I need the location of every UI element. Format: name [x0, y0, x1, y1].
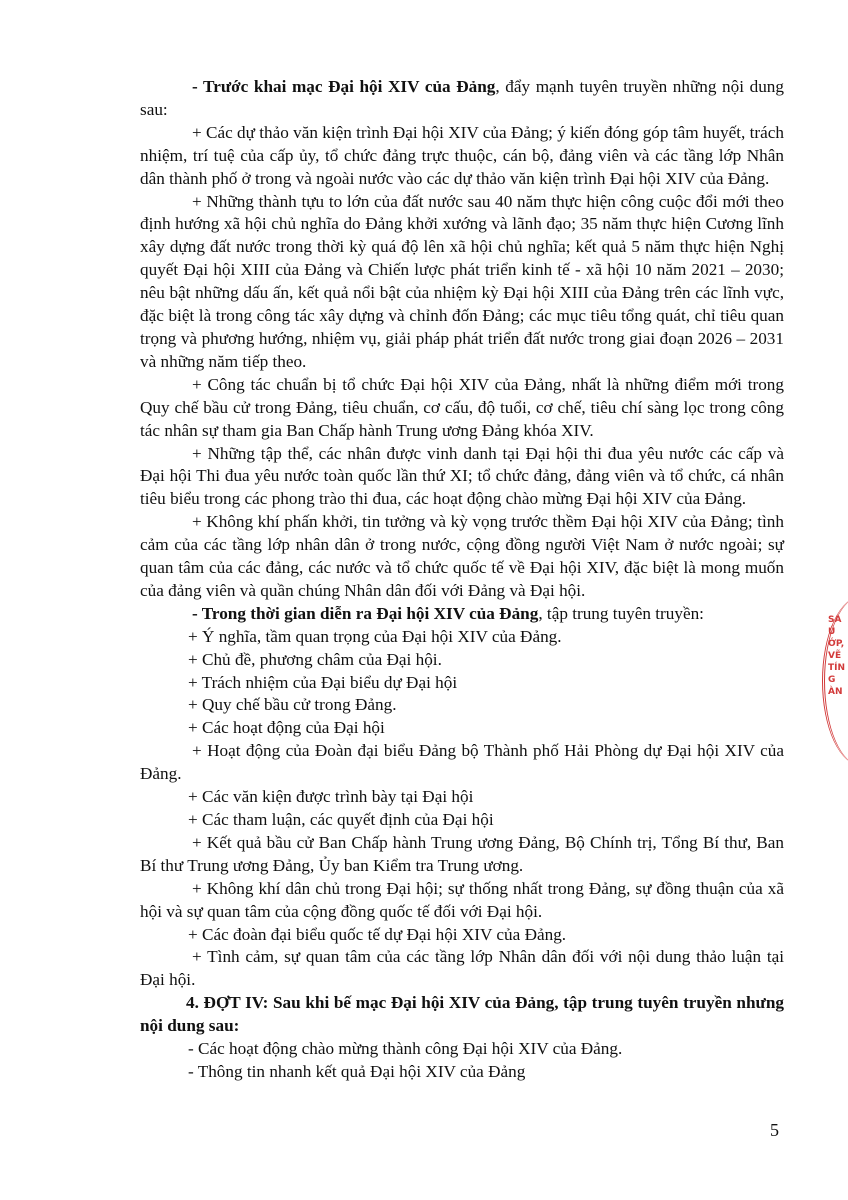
paragraph-text: + Chủ đề, phương châm của Đại hội. [188, 649, 442, 669]
bold-lead: - Trước khai mạc Đại hội XIV của Đảng [192, 77, 496, 96]
paragraph-text: - Các hoạt động chào mừng thành công Đại hội XIV của Đảng. [188, 1039, 623, 1059]
paragraph [140, 992, 784, 1038]
paragraph [140, 1038, 784, 1061]
bold-lead: - Trong thời gian diễn ra Đại hội XIV của Đảng [192, 603, 539, 623]
paragraph-text: + Tình cảm, sự quan tâm của các tầng lớp Nhân dân đối với nội dung thảo luận tại Đại hội. [140, 947, 784, 990]
paragraph-text: + Trách nhiệm của Đại biểu dự Đại hội [188, 672, 458, 692]
paragraph-text: + Hoạt động của Đoàn đại biểu Đảng bộ Thành phố Hải Phòng dự Đại hội XIV của Đảng. [140, 741, 784, 784]
paragraph [140, 694, 784, 717]
paragraph [140, 809, 784, 832]
paragraph-text: , tập trung tuyên truyền: [538, 603, 704, 623]
paragraph-text: + Các đoàn đại biểu quốc tế dự Đại hội XIV của Đảng. [188, 924, 567, 944]
document-body [140, 76, 784, 1084]
paragraph [140, 76, 784, 122]
paragraph [140, 717, 784, 740]
paragraph [140, 672, 784, 695]
paragraph-text: - Thông tin nhanh kết quả Đại hội XIV của Đảng [188, 1061, 526, 1081]
paragraph [140, 443, 784, 512]
paragraph-text: + Những thành tựu to lớn của đất nước sau 40 năm thực hiện công cuộc đổi mới theo định hướng xã hội chủ nghĩa do Đảng khởi xướng và lãnh đạo; 35 năm thực hiện Cương lĩnh xây dựng đất nước trong thời kỳ quá độ lên xã hội chủ nghĩa; kết quả 5 năm thực hiện Nghị quyết Đại hội XIII của Đảng và Chiến lược phát triển kinh tế - xã hội 10 năm 2021 – 2030; nêu bật những dấu ấn, kết quả nổi bật của nhiệm kỳ Đại hội XIII của Đảng trên các lĩnh vực, đặc biệt là trong công tác xây dựng và chỉnh đốn Đảng; các mục tiêu tổng quát, chỉ tiêu quan trọng và phương hướng, nhiệm vụ, giải pháp phát triển đất nước trong giai đoạn 2026 – 2031 và những năm tiếp theo. [140, 191, 784, 371]
paragraph-text: + Các văn kiện được trình bày tại Đại hội [188, 787, 474, 807]
paragraph-text: + Kết quả bầu cử Ban Chấp hành Trung ương Đảng, Bộ Chính trị, Tổng Bí thư, Ban Bí thư Trung ương Đảng, Ủy ban Kiểm tra Trung ương. [140, 832, 784, 875]
red-stamp [820, 596, 848, 766]
paragraph [140, 740, 784, 786]
paragraph-text: , đẩy mạnh tuyên truyền những nội dung sau: [140, 77, 784, 119]
paragraph [140, 832, 784, 878]
paragraph [140, 191, 784, 374]
paragraph [140, 626, 784, 649]
paragraph [140, 511, 784, 603]
page-number: 5 [770, 1120, 779, 1140]
paragraph-text: + Các dự thảo văn kiện trình Đại hội XIV của Đảng; ý kiến đóng góp tâm huyết, trách nhiệm, trí tuệ của cấp ủy, tổ chức đảng trực thuộc, cán bộ, đảng viên và các tầng lớp Nhân dân thành phố ở trong và ngoài nước vào các dự thảo văn kiện trình Đại hội XIV của Đảng. [140, 122, 784, 188]
paragraph-text: + Không khí dân chủ trong Đại hội; sự thống nhất trong Đảng, sự đồng thuận của xã hội và sự quan tâm của cộng đồng quốc tế đối với Đại hội. [140, 878, 784, 921]
bold-lead: 4. ĐỢT IV: Sau khi bế mạc Đại hội XIV của Đảng, tập trung tuyên truyền nhưng nội dung sau: [140, 993, 784, 1036]
paragraph-text: + Quy chế bầu cử trong Đảng. [188, 695, 397, 715]
paragraph [140, 649, 784, 672]
paragraph-text: + Các hoạt động của Đại hội [188, 718, 385, 738]
paragraph [140, 786, 784, 809]
paragraph [140, 603, 784, 626]
paragraph-text: + Ý nghĩa, tầm quan trọng của Đại hội XIV của Đảng. [188, 626, 562, 646]
paragraph-text: + Không khí phấn khởi, tin tưởng và kỳ vọng trước thềm Đại hội XIV của Đảng; tình cảm của các tầng lớp nhân dân ở trong nước, cộng đồng người Việt Nam ở nước ngoài; sự quan tâm của các đảng, các nước và tổ chức quốc tế về Đại hội XIV, đặc biệt là mong muốn của đảng viên và quần chúng Nhân dân đối với Đảng và Đại hội. [140, 512, 784, 600]
paragraph [140, 878, 784, 924]
paragraph [140, 946, 784, 992]
paragraph-text: + Công tác chuẩn bị tổ chức Đại hội XIV của Đảng, nhất là những điểm mới trong Quy chế bầu cử trong Đảng, tiêu chuẩn, cơ cấu, độ tuổi, cơ chế, tiêu chí sàng lọc trong công tác nhân sự tham gia Ban Chấp hành Trung ương Đảng khóa XIV. [140, 374, 784, 440]
paragraph [140, 1061, 784, 1084]
paragraph [140, 122, 784, 191]
paragraph-text: + Các tham luận, các quyết định của Đại hội [188, 810, 494, 829]
paragraph [140, 924, 784, 947]
paragraph [140, 374, 784, 443]
stamp-text: SA Ú ỚP, VẼ TÍN G ÀN [828, 615, 846, 697]
paragraph-text: + Những tập thể, các nhân được vinh danh tại Đại hội thi đua yêu nước các cấp và Đại hội Thi đua yêu nước toàn quốc lần thứ XI; tổ chức đảng, đảng viên và tổ chức, cá nhân tiêu biểu trong các phong trào thi đua, các hoạt động chào mừng Đại hội XIV của Đảng. [140, 443, 784, 509]
